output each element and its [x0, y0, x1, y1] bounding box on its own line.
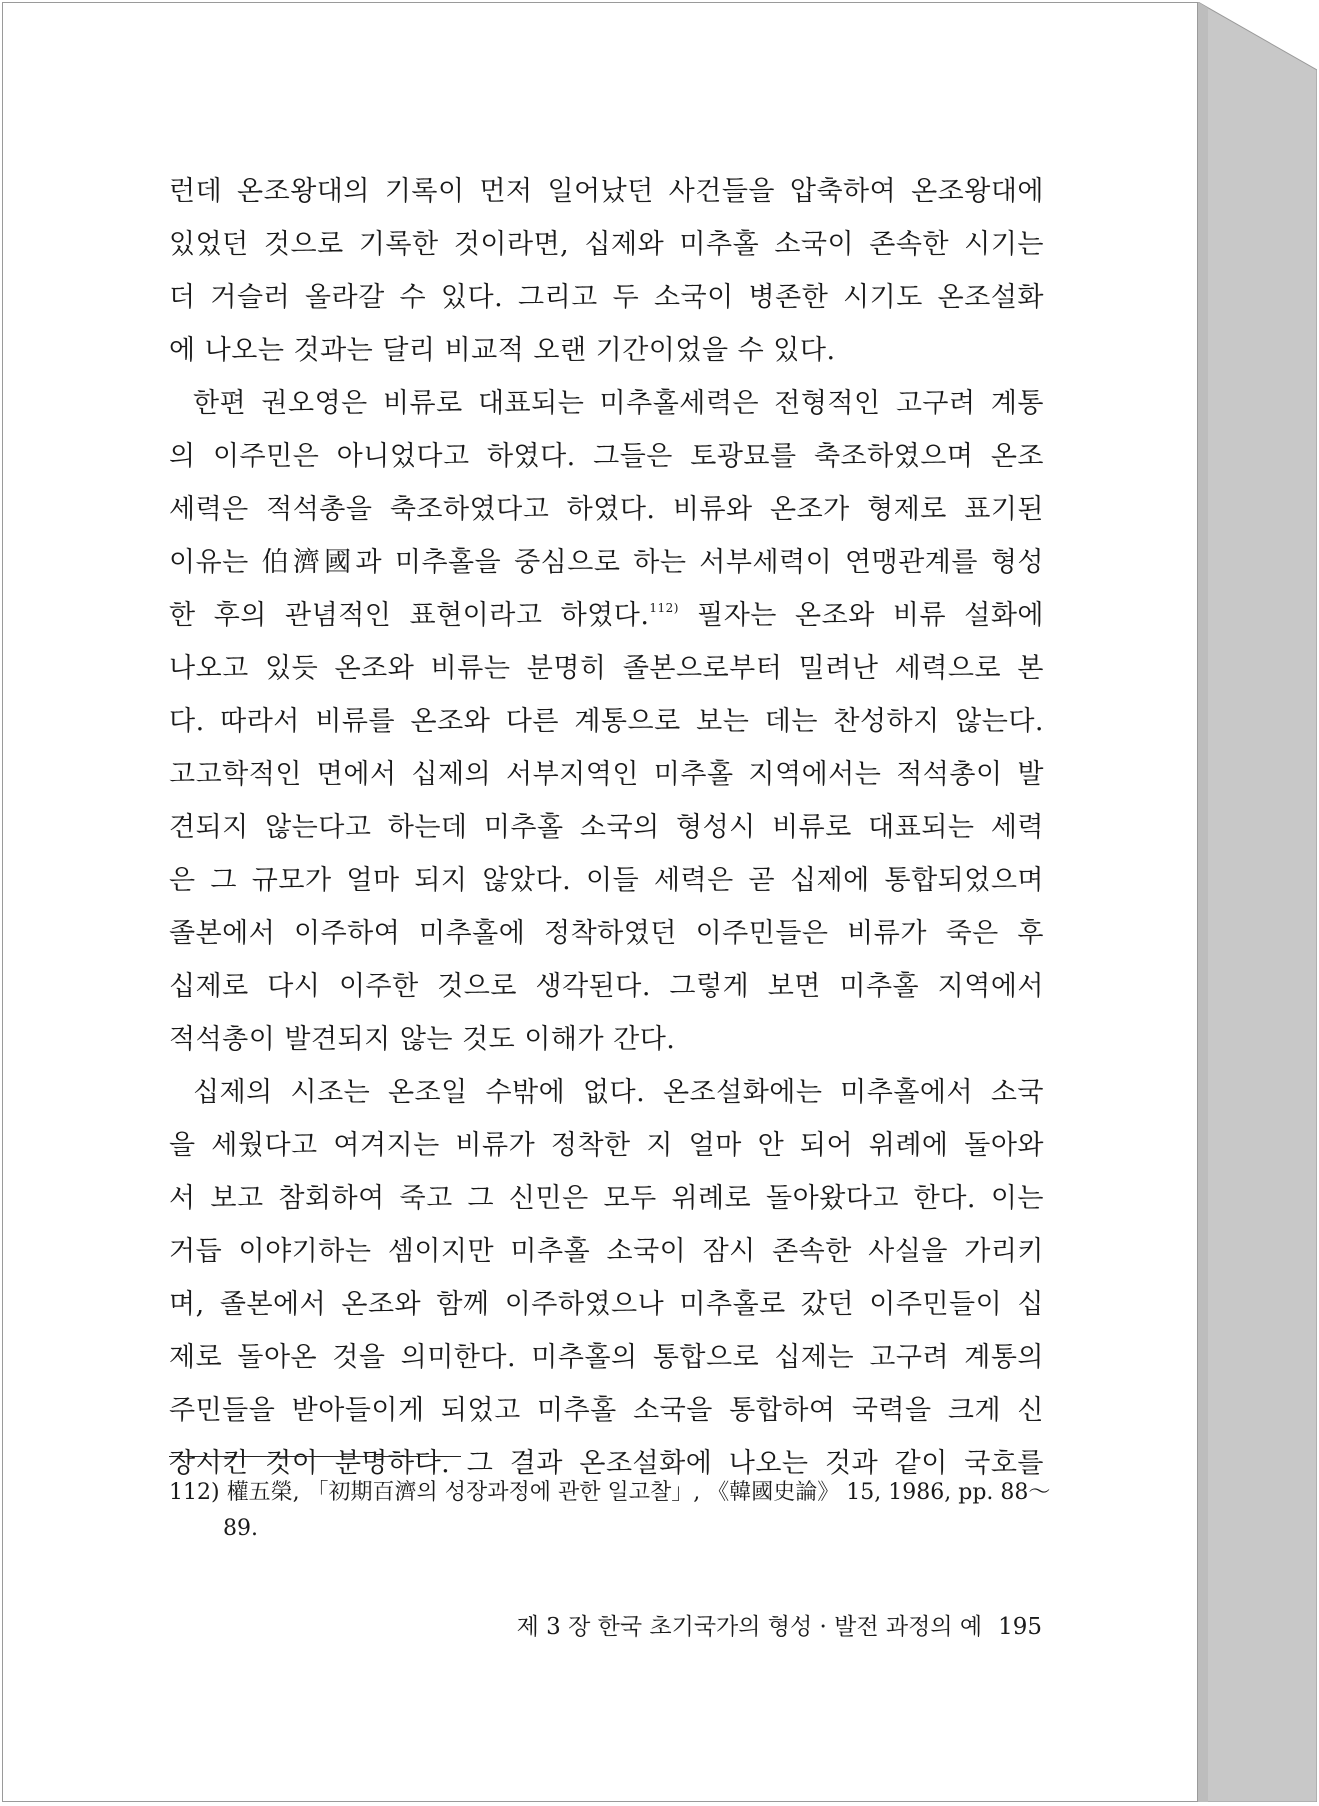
text-line: 세력은 적석총을 축조하였다고 하였다. 비류와 온조가 형제로 표기된 [169, 494, 1044, 525]
paragraph [169, 165, 1044, 377]
text-line: 장시킨 것이 분명하다. 그 결과 온조설화에 나오는 것과 같이 국호를 [169, 1448, 1044, 1479]
text-line: 에 나오는 것과는 달리 비교적 오랜 기간이었을 수 있다. [169, 335, 836, 366]
text-line: 있었던 것으로 기록한 것이라면, 십제와 미추홀 소국이 존속한 시기는 [169, 229, 1044, 260]
text-line: 의 이주민은 아니었다고 하였다. 그들은 토광묘를 축조하였으며 온조 [169, 441, 1044, 472]
text-line: 런데 온조왕대의 기록이 먼저 일어났던 사건들을 압축하여 온조왕대에 [169, 176, 1044, 207]
text-line: 적석총이 발견되지 않는 것도 이해가 간다. [169, 1024, 676, 1055]
text-line: 더 거슬러 올라갈 수 있다. 그리고 두 소국이 병존한 시기도 온조설화 [169, 282, 1044, 313]
footnote [169, 1475, 1049, 1547]
text-line: 한편 권오영은 비류로 대표되는 미추홀세력은 전형적인 고구려 계통 [193, 388, 1044, 419]
text-line: 을 세웠다고 여겨지는 비류가 정착한 지 얼마 안 되어 위례에 돌아와 [169, 1130, 1044, 1161]
text-line: 며, 졸본에서 온조와 함께 이주하였으나 미추홀로 갔던 이주민들이 십 [169, 1289, 1044, 1320]
text-line: 나오고 있듯 온조와 비류는 분명히 졸본으로부터 밀려난 세력으로 본 [169, 653, 1044, 684]
footnote-line: 89. [223, 1516, 258, 1541]
paragraph [169, 1066, 1044, 1490]
page-spine-shadow [1198, 2, 1317, 1802]
chapter-title: 제 3 장 한국 초기국가의 형성 · 발전 과정의 예 [516, 1614, 983, 1640]
text-segment: 필자는 온조와 비류 설화에 [679, 600, 1044, 631]
text-segment: 한 후의 관념적인 표현이라고 하였다. [169, 600, 650, 631]
page-number: 195 [998, 1614, 1042, 1640]
footnote-line: 112) 權五榮, 「初期百濟의 성장과정에 관한 일고찰」, 《韓國史論》 15, 1986, pp. 88～ [169, 1480, 1051, 1505]
body-text [169, 165, 1044, 1490]
running-footer [400, 1608, 1042, 1641]
footnote-divider [169, 1456, 461, 1457]
text-line: 서 보고 참회하여 죽고 그 신민은 모두 위례로 돌아왔다고 한다. 이는 [169, 1183, 1044, 1214]
text-line: 제로 돌아온 것을 의미한다. 미추홀의 통합으로 십제는 고구려 계통의 [169, 1342, 1044, 1373]
text-line: 거듭 이야기하는 셈이지만 미추홀 소국이 잠시 존속한 사실을 가리키 [169, 1236, 1044, 1267]
text-line: 십제의 시조는 온조일 수밖에 없다. 온조설화에는 미추홀에서 소국 [193, 1077, 1044, 1108]
text-line: 은 그 규모가 얼마 되지 않았다. 이들 세력은 곧 십제에 통합되었으며 [169, 865, 1044, 896]
text-line: 십제로 다시 이주한 것으로 생각된다. 그렇게 보면 미추홀 지역에서 [169, 971, 1044, 1002]
text-line: 다. 따라서 비류를 온조와 다른 계통으로 보는 데는 찬성하지 않는다. [169, 706, 1044, 737]
text-line: 졸본에서 이주하여 미추홀에 정착하였던 이주민들은 비류가 죽은 후 [169, 918, 1044, 949]
footnote-reference[interactable]: 112) [649, 601, 679, 615]
paragraph [169, 377, 1044, 1066]
text-line: 고고학적인 면에서 십제의 서부지역인 미추홀 지역에서는 적석총이 발 [169, 759, 1044, 790]
text-line: 주민들을 받아들이게 되었고 미추홀 소국을 통합하여 국력을 크게 신 [169, 1395, 1044, 1426]
text-line: 이유는 伯濟國과 미추홀을 중심으로 하는 서부세력이 연맹관계를 형성 [169, 547, 1044, 578]
text-line-with-footnote [169, 589, 1044, 642]
text-line: 견되지 않는다고 하는데 미추홀 소국의 형성시 비류로 대표되는 세력 [169, 812, 1044, 843]
